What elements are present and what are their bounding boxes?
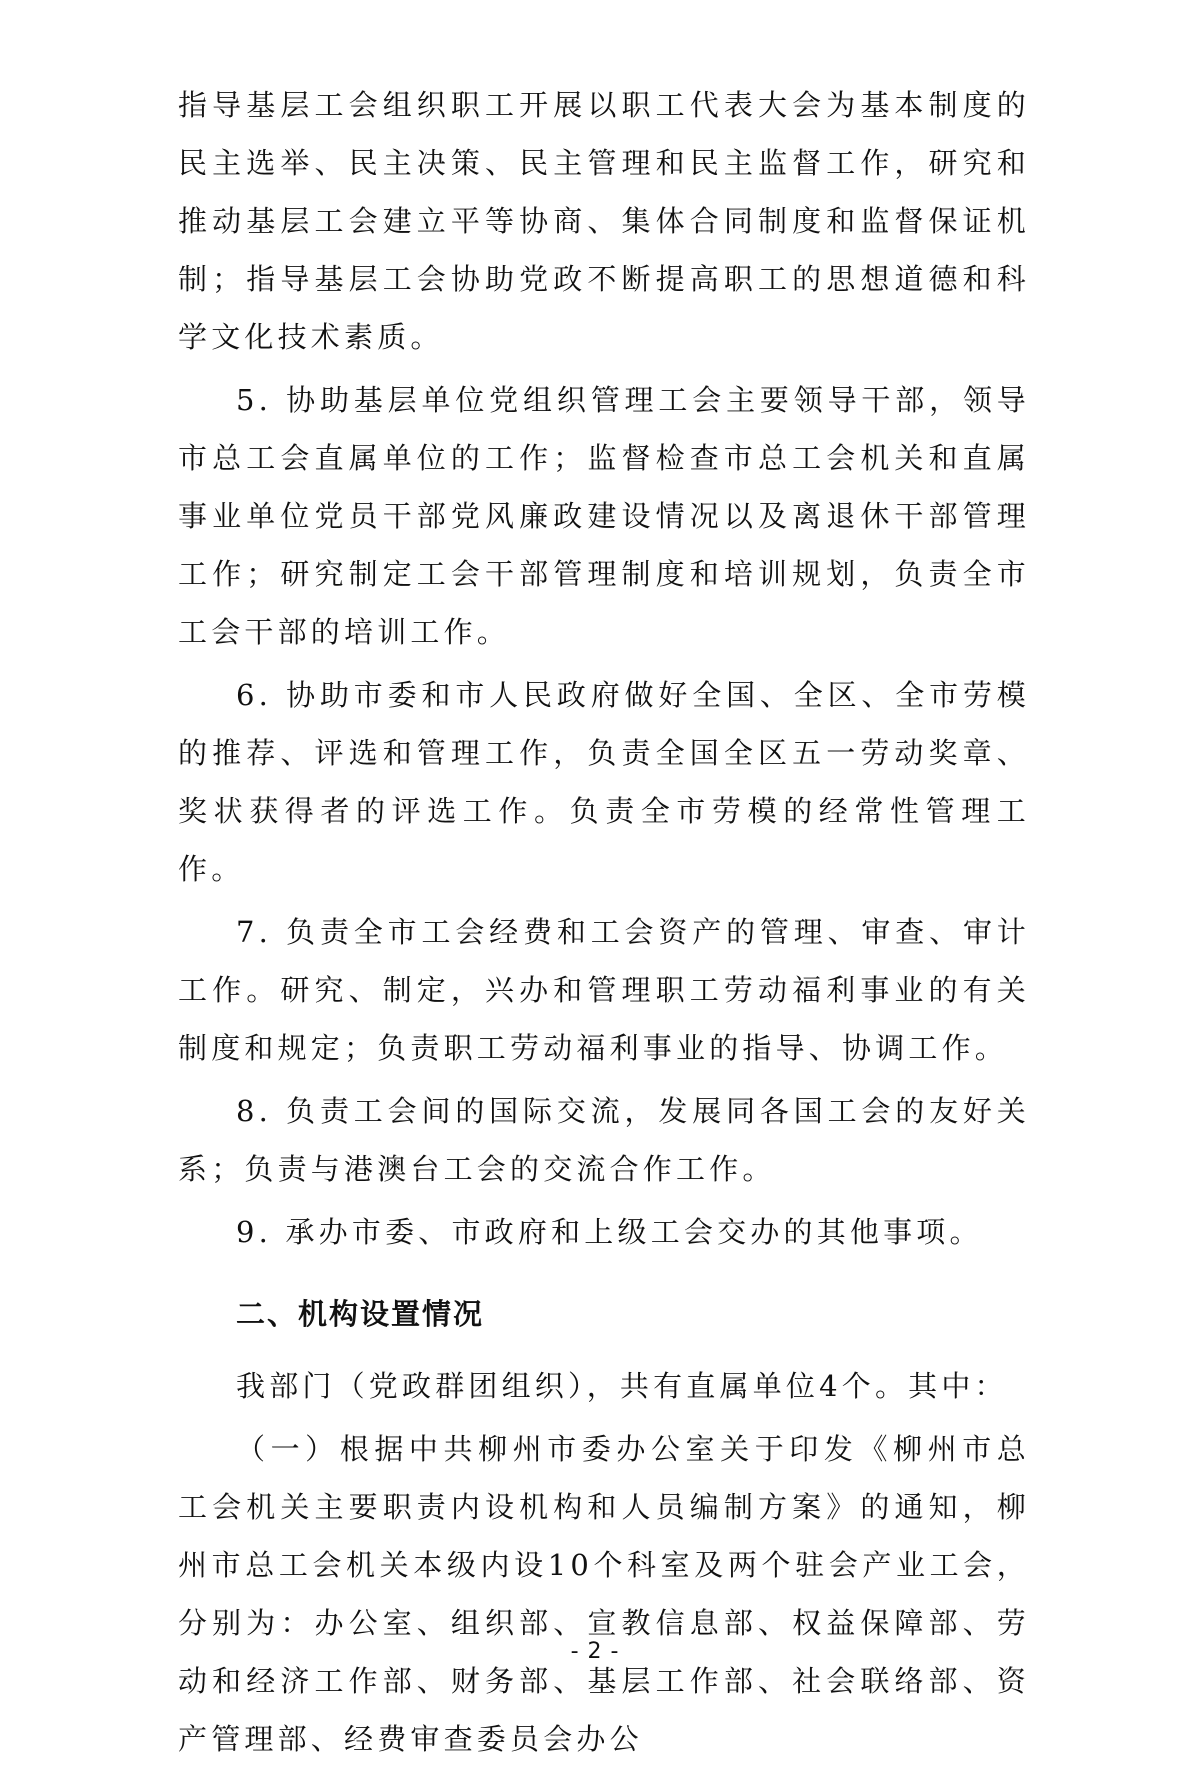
page-number: - 2 - bbox=[570, 1639, 620, 1664]
paragraph-internal-departments: （一）根据中共柳州市委办公室关于印发《柳州市总工会机关主要职责内设机构和人员编制方案》的通知，柳州市总工会机关本级内设10个科室及两个驻会产业工会，分别为：办公室、组织部、宣教信息部、权益保障部、劳动和经济工作部、财务部、基层工作部、社会联络部、资产管理部、经费审查委员会办公 bbox=[178, 1432, 1030, 1756]
paragraph-item-5: 5. 协助基层单位党组织管理工会主要领导干部，领导市总工会直属单位的工作；监督检查市总工会机关和直属事业单位党员干部党风廉政建设情况以及离退休干部管理工作；研究制定工会干部管理制度和培训规划，负责全市工会干部的培训工作。 bbox=[178, 383, 1030, 649]
paragraph-item-6: 6. 协助市委和市人民政府做好全国、全区、全市劳模的推荐、评选和管理工作，负责全国全区五一劳动奖章、奖状获得者的评选工作。负责全市劳模的经常性管理工作。 bbox=[178, 678, 1030, 886]
paragraph-item-9: 9. 承办市委、市政府和上级工会交办的其他事项。 bbox=[236, 1215, 983, 1249]
paragraph-item-7: 7. 负责全市工会经费和工会资产的管理、审查、审计工作。研究、制定，兴办和管理职工劳动福利事业的有关制度和规定；负责职工劳动福利事业的指导、协调工作。 bbox=[178, 915, 1030, 1065]
section-heading: 二、机构设置情况 bbox=[236, 1297, 485, 1331]
paragraph-units-summary: 我部门（党政群团组织），共有直属单位4个。其中： bbox=[236, 1369, 1008, 1403]
paragraph-item-8: 8. 负责工会间的国际交流，发展同各国工会的友好关系；负责与港澳台工会的交流合作工作。 bbox=[178, 1094, 1030, 1186]
document-body bbox=[178, 76, 1030, 1768]
paragraph-continued: 指导基层工会组织职工开展以职工代表大会为基本制度的民主选举、民主决策、民主管理和民主监督工作，研究和推动基层工会建立平等协商、集体合同制度和监督保证机制；指导基层工会协助党政不断提高职工的思想道德和科学文化技术素质。 bbox=[178, 88, 1030, 354]
